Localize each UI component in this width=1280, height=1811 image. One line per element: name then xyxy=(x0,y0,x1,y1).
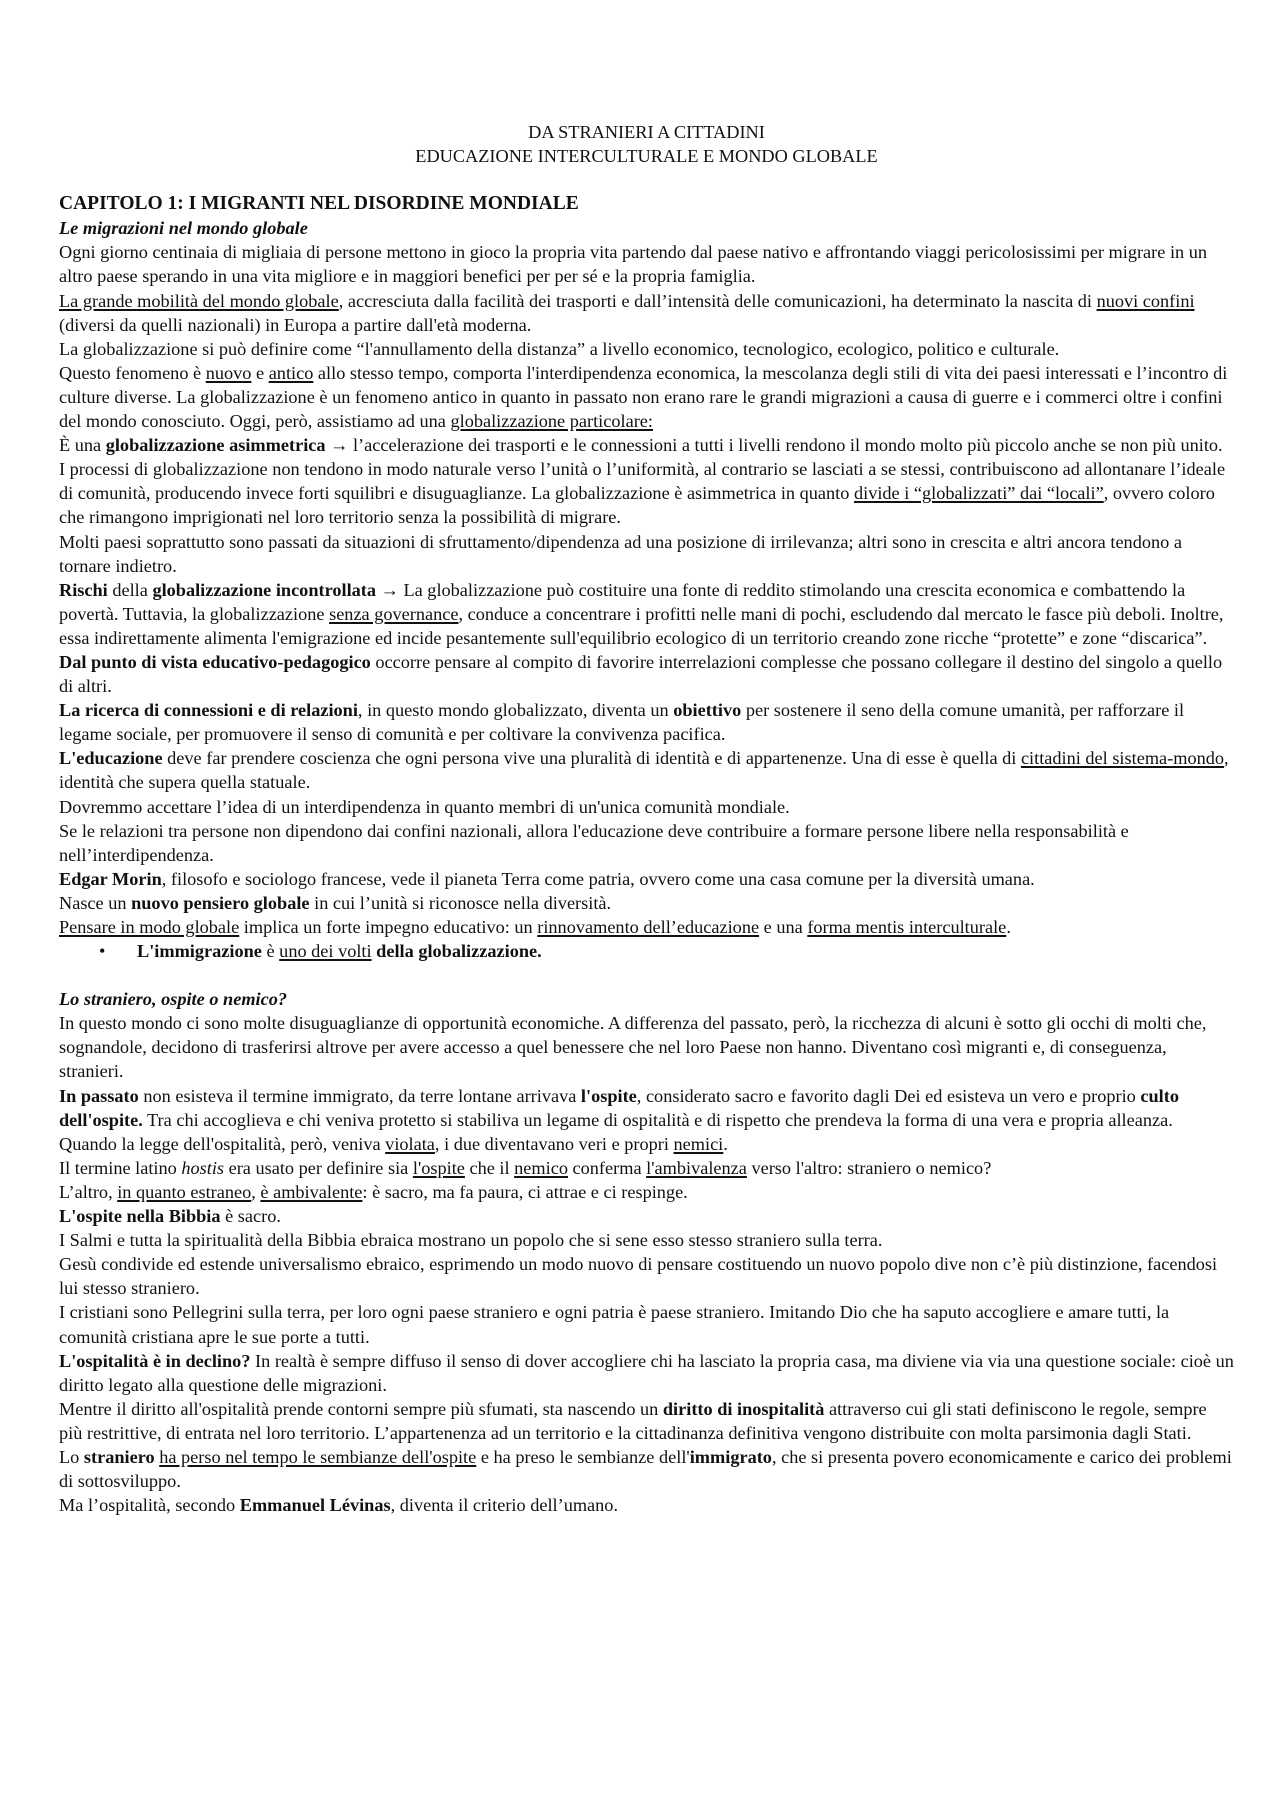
paragraph: Gesù condivide ed estende universalismo ebraico, esprimendo un modo nuovo di pensare costituendo un nuovo popolo dive non c’è più distinzione, facendosi lui stesso straniero. xyxy=(59,1254,1218,1299)
paragraph: Edgar Morin, filosofo e sociologo francese, vede il pianeta Terra come patria, ovvero come una casa comune per la diversità umana. xyxy=(59,868,1035,889)
paragraph: Mentre il diritto all'ospitalità prende contorni sempre più sfumati, sta nascendo un diritto di inospitalità attraverso cui gli stati definiscono le regole, sempre più restrittive, di entrata nel loro territorio. L’appartenenza ad un territorio e la cittadinanza definitiva vengono distribuite con molta parsimonia dagli Stati. xyxy=(59,1398,1207,1443)
paragraph: È una globalizzazione asimmetrica → l’accelerazione dei trasporti e le connessioni a tutti i livelli rendono il mondo molto più piccolo anche se non più unito. xyxy=(59,435,1223,456)
spacer xyxy=(59,963,1234,987)
section-heading-straniero: Lo straniero, ospite o nemico? xyxy=(59,989,288,1010)
paragraph: Questo fenomeno è nuovo e antico allo stesso tempo, comporta l'interdipendenza economica, la mescolanza degli stili di vita dei paesi interessati e l’incontro di culture diverse. La globalizzazione è un fenomeno antico in quanto in passato non erano rare le grandi migrazioni a causa di guerre e i commerci oltre i confini del mondo conosciuto. Oggi, però, assistiamo ad una globalizzazione particolare: xyxy=(59,362,1228,432)
paragraph: Lo straniero ha perso nel tempo le sembianze dell'ospite e ha preso le sembianze dell'immigrato, che si presenta povero economicamente e carico dei problemi di sottosviluppo. xyxy=(59,1446,1232,1492)
paragraph: I Salmi e tutta la spiritualità della Bibbia ebraica mostrano un popolo che si sene esso stesso straniero sulla terra. xyxy=(59,1230,883,1251)
paragraph: Se le relazioni tra persone non dipendono dai confini nazionali, allora l'educazione deve contribuire a formare persone libere nella responsabilità e nell’interdipendenza. xyxy=(59,820,1129,865)
paragraph: La grande mobilità del mondo globale, accresciuta dalla facilità dei trasporti e dall’intensità delle comunicazioni, ha determinato la nascita di nuovi confini (diversi da quelli nazionali) in Europa a partire dall'età moderna. xyxy=(59,290,1195,335)
paragraph: Quando la legge dell'ospitalità, però, veniva violata, i due diventavano veri e propri nemici. xyxy=(59,1133,728,1154)
paragraph: L'ospitalità è in declino? In realtà è sempre diffuso il senso di dover accogliere chi ha lasciato la propria casa, ma diviene via via una questione sociale: cioè un diritto legato alla questione delle migrazioni. xyxy=(59,1350,1234,1395)
paragraph: Pensare in modo globale implica un forte impegno educativo: un rinnovamento dell’educazione e una forma mentis interculturale. xyxy=(59,917,1011,937)
paragraph: Il termine latino hostis era usato per definire sia l'ospite che il nemico conferma l'ambivalenza verso l'altro: straniero o nemico? xyxy=(59,1157,992,1178)
paragraph: Ogni giorno centinaia di migliaia di persone mettono in gioco la propria vita partendo dal paese nativo e affrontando viaggi pericolosissimi per migrare in un altro paese sperando in una vita migliore e in maggiori benefici per per sé e la propria famiglia. xyxy=(59,242,1208,287)
paragraph: In passato non esisteva il termine immigrato, da terre lontane arrivava l'ospite, considerato sacro e favorito dagli Dei ed esisteva un vero e proprio culto dell'ospite. Tra chi accoglieva e chi veniva protetto si stabiliva un legame di ospitalità e di rispetto che prendeva la forma di una vera e propria alleanza. xyxy=(59,1085,1179,1130)
paragraph: Dovremmo accettare l’idea di un interdipendenza in quanto membri di un'unica comunità mondiale. xyxy=(59,796,790,817)
doc-subtitle: EDUCAZIONE INTERCULTURALE E MONDO GLOBALE xyxy=(415,146,878,167)
paragraph: Nasce un nuovo pensiero globale in cui l’unità si riconosce nella diversità. xyxy=(59,892,612,913)
paragraph: I cristiani sono Pellegrini sulla terra, per loro ogni paese straniero e ogni patria è paese straniero. Imitando Dio che ha saputo accogliere e amare tutti, la comunità cristiana apre le sue porte a tutti. xyxy=(59,1302,1170,1347)
bullet-item: • L'immigrazione è uno dei volti della globalizzazione. xyxy=(59,939,1234,963)
paragraph: La globalizzazione si può definire come “l'annullamento della distanza” a livello economico, tecnologico, ecologico, politico e culturale. xyxy=(59,338,1060,359)
paragraph: Ma l’ospitalità, secondo Emmanuel Lévinas, diventa il criterio dell’umano. xyxy=(59,1495,619,1516)
paragraph: L'ospite nella Bibbia è sacro. xyxy=(59,1206,281,1227)
document-page xyxy=(59,120,1234,1517)
paragraph: Dal punto di vista educativo-pedagogico occorre pensare al compito di favorire interrelazioni complesse che possano collegare il destino del singolo a quello di altri. xyxy=(59,651,1223,697)
paragraph: I processi di globalizzazione non tendono in modo naturale verso l’unità o l’uniformità, al contrario se lasciati a se stessi, contribuiscono ad allontanare l’ideale di comunità, producendo invece forti squilibri e disuguaglianze. La globalizzazione è asimmetrica in quanto divide i “globalizzati” dai “locali”, ovvero coloro che rimangono imprigionati nel loro territorio senza la possibilità di migrare. xyxy=(59,459,1226,528)
paragraph: La ricerca di connessioni e di relazioni, in questo mondo globalizzato, diventa un obiettivo per sostenere il seno della comune umanità, per rafforzare il legame sociale, per promuovere il senso di comunità e per coltivare la convivenza pacifica. xyxy=(59,700,1185,745)
paragraph: Molti paesi soprattutto sono passati da situazioni di sfruttamento/dipendenza ad una posizione di irrilevanza; altri sono in crescita e altri ancora tendono a tornare indietro. xyxy=(59,531,1182,576)
chapter-heading: CAPITOLO 1: I MIGRANTI NEL DISORDINE MONDIALE xyxy=(59,193,579,215)
paragraph: In questo mondo ci sono molte disuguaglianze di opportunità economiche. A differenza del passato, però, la ricchezza di alcuni è sotto gli occhi di molti che, sognandole, decidono di trasferirsi altrove per avere accesso a quel benessere che nel loro Paese non hanno. Diventano così migranti e, di conseguenza, stranieri. xyxy=(59,1013,1207,1082)
paragraph: Rischi della globalizzazione incontrollata → La globalizzazione può costituire una fonte di reddito stimolando una crescita economica e combattendo la povertà. Tuttavia, la globalizzazione senza governance, conduce a concentrare i profitti nelle mani di pochi, escludendo dal mercato le fasce più deboli. Inoltre, essa indirettamente alimenta l'emigrazione ed incide pesantemente sull'equilibrio ecologico di un territorio creando zone ricche “protette” e zone “discarica”. xyxy=(59,579,1224,648)
section-heading-migrazioni: Le migrazioni nel mondo globale xyxy=(59,218,308,239)
doc-title: DA STRANIERI A CITTADINI xyxy=(528,122,765,142)
spacer xyxy=(59,168,1234,192)
bullet-icon: • xyxy=(99,941,106,962)
paragraph: L'educazione deve far prendere coscienza che ogni persona vive una pluralità di identità e di appartenenze. Una di esse è quella di cittadini del sistema-mondo, identità che supera quella statuale. xyxy=(59,748,1229,793)
paragraph: L’altro, in quanto estraneo, è ambivalente: è sacro, ma fa paura, ci attrae e ci respinge. xyxy=(59,1181,688,1202)
